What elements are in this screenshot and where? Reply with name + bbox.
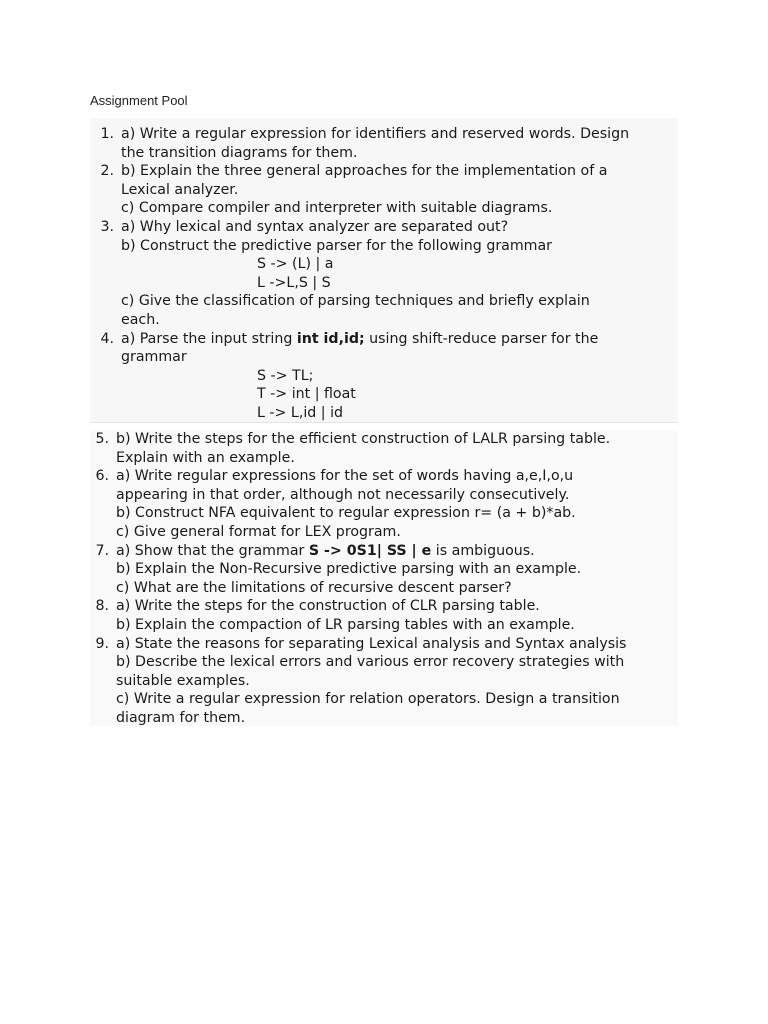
bold-text: S -> 0S1| SS | e [308, 542, 432, 559]
question-number: 1. [100, 126, 114, 142]
question-line: c) Compare compiler and interpreter with suitable diagrams. [121, 200, 553, 217]
bold-text: int id,id; [296, 330, 365, 347]
question-line: Explain with an example. [116, 449, 295, 466]
grammar-rule: L ->L,S | S [257, 274, 331, 291]
questions-block-2 [90, 430, 678, 726]
question-line: appearing in that order, although not necessarily consecutively. [116, 486, 570, 503]
question-number: 4. [100, 330, 114, 347]
question-number: 8. [95, 598, 109, 615]
question-line: a) Write a regular expression for identifiers and reserved words. Design [121, 126, 630, 142]
question-line: b) Explain the compaction of LR parsing tables with an example. [116, 617, 575, 633]
question-number: 9. [95, 635, 109, 652]
question-number: 3. [100, 219, 114, 235]
question-line: c) Give the classification of parsing techniques and briefly explain [121, 293, 590, 310]
question-line: diagram for them. [116, 710, 246, 726]
question-line: grammar [121, 349, 187, 366]
text-run: a) Show that the grammar [116, 542, 309, 559]
question-line: b) Construct NFA equivalent to regular expression r= (a + b)*ab. [116, 505, 576, 522]
question-number: 6. [95, 468, 109, 485]
question-line: a) Why lexical and syntax analyzer are separated out? [121, 219, 509, 235]
question-line: suitable examples. [116, 672, 250, 689]
question-line: Lexical analyzer. [121, 181, 239, 198]
question-line: b) Explain the three general approaches for the implementation of a [121, 163, 608, 180]
question-line: a) Write the steps for the construction of CLR parsing table. [116, 598, 540, 615]
question-number: 7. [95, 542, 109, 559]
question-line [121, 330, 598, 349]
question-line: each. [121, 312, 160, 328]
question-number: 5. [95, 431, 109, 447]
questions-block-1 [90, 118, 678, 423]
question-line: b) Explain the Non-Recursive predictive parsing with an example. [116, 561, 582, 578]
question-line: b) Write the steps for the efficient construction of LALR parsing table. [116, 431, 611, 447]
text-run: a) Parse the input string [121, 330, 297, 347]
text-run: using shift-reduce parser for the [364, 330, 599, 347]
question-line: c) Give general format for LEX program. [116, 524, 401, 540]
question-line: c) Write a regular expression for relation operators. Design a transition [116, 691, 620, 708]
text-run: is ambiguous. [431, 542, 535, 559]
grammar-rule: S -> TL; [257, 367, 314, 384]
grammar-rule: T -> int | float [257, 386, 356, 403]
question-line: a) Write regular expressions for the set of words having a,e,I,o,u [116, 468, 574, 485]
question-line: b) Construct the predictive parser for the following grammar [121, 237, 553, 254]
question-number: 2. [100, 163, 114, 180]
question-line: b) Describe the lexical errors and various error recovery strategies with [116, 654, 625, 671]
question-line [116, 542, 535, 561]
grammar-rule: L -> L,id | id [257, 405, 344, 421]
question-line: a) State the reasons for separating Lexical analysis and Syntax analysis [116, 635, 627, 652]
grammar-rule: S -> (L) | a [257, 256, 334, 273]
question-line: c) What are the limitations of recursive descent parser? [116, 579, 512, 596]
page-title: Assignment Pool [90, 93, 188, 108]
question-line: the transition diagrams for them. [121, 144, 358, 161]
